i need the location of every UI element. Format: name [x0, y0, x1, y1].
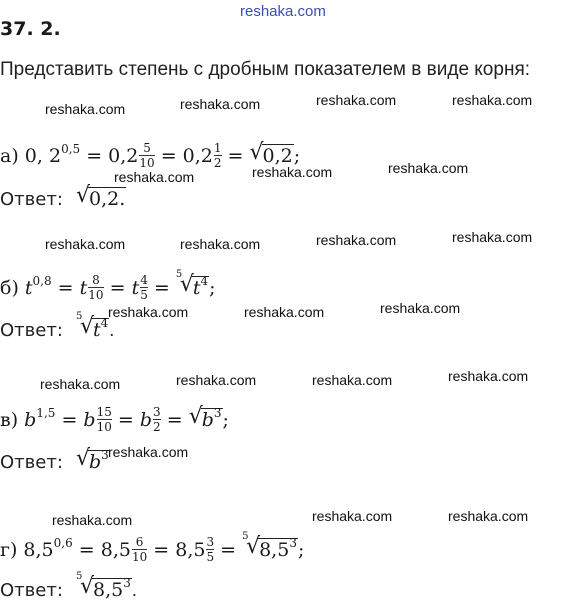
part-c-answer-root — [75, 446, 110, 473]
watermark: reshaka.com — [52, 512, 133, 528]
part-d-answer: Ответ: 5 √ $8,5^3$. — [0, 571, 137, 601]
radicand-base: 8,5 — [259, 539, 290, 561]
part-c-equation: в) $b^{1,5} = b$ $\frac{15}{10}$ = b $\frac{3}{2}$ = √ $b^3$; — [0, 404, 229, 434]
answer-label: Ответ: — [0, 452, 63, 473]
denominator: 10 — [131, 550, 148, 564]
part-b-var2: t — [79, 277, 88, 299]
part-d-exponent: 0,6 — [53, 536, 73, 550]
sqrt-icon: √ — [249, 140, 264, 165]
part-c-fraction-1 — [97, 406, 112, 433]
radicand-exponent: 3 — [123, 576, 131, 590]
part-c-var3: b — [139, 409, 153, 431]
radicand-var: t — [92, 319, 101, 341]
watermark: reshaka.com — [452, 92, 533, 108]
part-c-answer — [0, 446, 110, 473]
part-c-root — [188, 404, 223, 431]
part-d-answer-root — [75, 571, 132, 601]
denominator: 2 — [213, 156, 222, 170]
part-b-equation: б) $t^{0,8} = t$ $\frac{8}{10}$ = t $\frac{4}{5}$ = 5 √ $t^4$; — [0, 269, 216, 302]
radicand-exponent: 3 — [101, 448, 109, 462]
radicand-base: 8,5 — [92, 579, 124, 601]
root-radicand: 0,2. — [88, 188, 126, 210]
part-b-answer-root — [75, 311, 109, 341]
watermark: reshaka.com — [312, 508, 393, 524]
numerator: 6 — [135, 535, 144, 549]
answer-label: Ответ: — [0, 320, 63, 341]
radicand-var: b — [201, 409, 214, 431]
part-b-root — [175, 269, 209, 299]
watermark: reshaka.com — [244, 304, 325, 320]
part-c-exponent: 1,5 — [36, 406, 56, 420]
watermark: reshaka.com — [45, 236, 126, 252]
part-b-answer: Ответ: 5 √ $t^4$. — [0, 311, 115, 341]
numerator: 4 — [140, 273, 148, 287]
answer-label: Ответ: — [0, 580, 63, 601]
denominator: 5 — [206, 550, 215, 564]
root-radicand — [201, 408, 223, 431]
sqrt-icon: √ — [246, 534, 261, 559]
root-radicand — [192, 276, 209, 299]
root-radicand — [92, 318, 109, 341]
root-radicand — [258, 538, 298, 561]
root-radicand — [92, 578, 132, 601]
denominator: 10 — [88, 288, 104, 302]
watermark: reshaka.com — [40, 376, 121, 392]
part-b-exponent: 0,8 — [32, 274, 52, 288]
part-b-var3: t — [131, 277, 140, 299]
radicand-var: b — [88, 451, 102, 473]
part-d-fraction-2 — [206, 536, 214, 563]
part-a-base2: 0,2 — [108, 145, 139, 167]
numerator: 1 — [213, 141, 222, 155]
watermark: reshaka.com — [448, 368, 529, 384]
watermark: reshaka.com — [114, 169, 195, 185]
watermark: reshaka.com — [316, 92, 397, 108]
root-radicand: 0,2 — [262, 145, 293, 167]
part-d-label: г) — [0, 539, 18, 561]
radicand-exponent: 4 — [100, 316, 109, 330]
sqrt-icon: √ — [75, 446, 91, 471]
watermark: reshaka.com — [180, 96, 261, 112]
part-d-base3: 8,5 — [175, 539, 206, 561]
part-d-base2: 8,5 — [100, 539, 131, 561]
numerator: 3 — [153, 405, 161, 419]
denominator: 2 — [153, 420, 161, 434]
watermark: reshaka.com — [388, 160, 469, 176]
watermark: reshaka.com — [180, 236, 261, 252]
radicand-var: t — [192, 277, 201, 299]
numerator: 3 — [206, 535, 215, 549]
part-d-equation: г) $8,5^{0,6} = 8,5$ $\frac{6}{10}$ = 8,5 $\frac{3}{5}$ = 5 √ $8,5^3$; — [0, 531, 305, 564]
denominator: 10 — [96, 420, 112, 434]
numerator: 5 — [143, 141, 151, 155]
problem-number: 37. 2. — [0, 18, 61, 40]
watermark: reshaka.com — [252, 164, 333, 180]
part-a-base3: 0,2 — [182, 145, 213, 167]
task-statement: Представить степень с дробным показателем в виде корня: — [0, 59, 531, 80]
radicand-exponent: 4 — [200, 274, 209, 288]
answer-label: Ответ: — [0, 189, 63, 210]
part-d-fraction-1 — [132, 536, 147, 563]
part-d-root — [242, 531, 298, 561]
part-c-fraction-2 — [153, 406, 161, 433]
watermark: reshaka.com — [45, 101, 126, 117]
sqrt-icon: √ — [75, 183, 91, 208]
watermark: reshaka.com — [448, 508, 529, 524]
part-d-base: 8,5 — [23, 539, 54, 561]
sqrt-icon: √ — [188, 404, 203, 429]
root-index: 5 — [242, 531, 249, 542]
watermark: reshaka.com — [316, 232, 397, 248]
part-b-fraction-2 — [140, 274, 148, 301]
root-index: 5 — [75, 311, 83, 322]
root-index: 5 — [75, 571, 83, 582]
radicand-exponent: 3 — [213, 406, 222, 420]
part-a-equation: а) 0, $2^{0,5} = 0,2$ $\frac{5}{10}$ = 0,2 $\frac{1}{2}$ = √ 0,2; — [0, 140, 301, 170]
denominator: 5 — [140, 288, 148, 302]
watermark: reshaka.com — [176, 372, 257, 388]
part-b-label: б) — [0, 277, 19, 299]
part-b-var: t — [24, 277, 33, 299]
part-a-base: 0, 2 — [24, 145, 62, 167]
part-a-fraction-2 — [214, 142, 222, 169]
watermark: reshaka.com — [312, 372, 393, 388]
part-a-exponent: 0,5 — [61, 142, 81, 156]
part-a-answer — [0, 183, 126, 210]
sqrt-icon: √ — [179, 272, 194, 297]
watermark: reshaka.com — [108, 304, 189, 320]
part-c-var2: b — [83, 409, 96, 431]
sqrt-icon: √ — [79, 314, 95, 339]
watermark-top: reshaka.com — [240, 3, 326, 20]
part-b-fraction-1 — [88, 274, 103, 301]
denominator: 10 — [139, 156, 155, 170]
numerator: 15 — [96, 405, 112, 419]
part-c-label: в) — [0, 409, 19, 431]
watermark: reshaka.com — [108, 444, 189, 460]
radicand-exponent: 3 — [289, 536, 297, 550]
part-a-fraction-1 — [139, 142, 154, 169]
part-a-answer-root — [75, 183, 126, 210]
part-c-var: b — [24, 409, 37, 431]
root-radicand — [88, 450, 110, 473]
numerator: 8 — [92, 273, 100, 287]
watermark: reshaka.com — [380, 300, 461, 316]
part-a-label: а) — [0, 145, 19, 167]
sqrt-icon: √ — [79, 574, 95, 599]
watermark: reshaka.com — [452, 229, 533, 245]
root-index: 5 — [175, 269, 183, 280]
